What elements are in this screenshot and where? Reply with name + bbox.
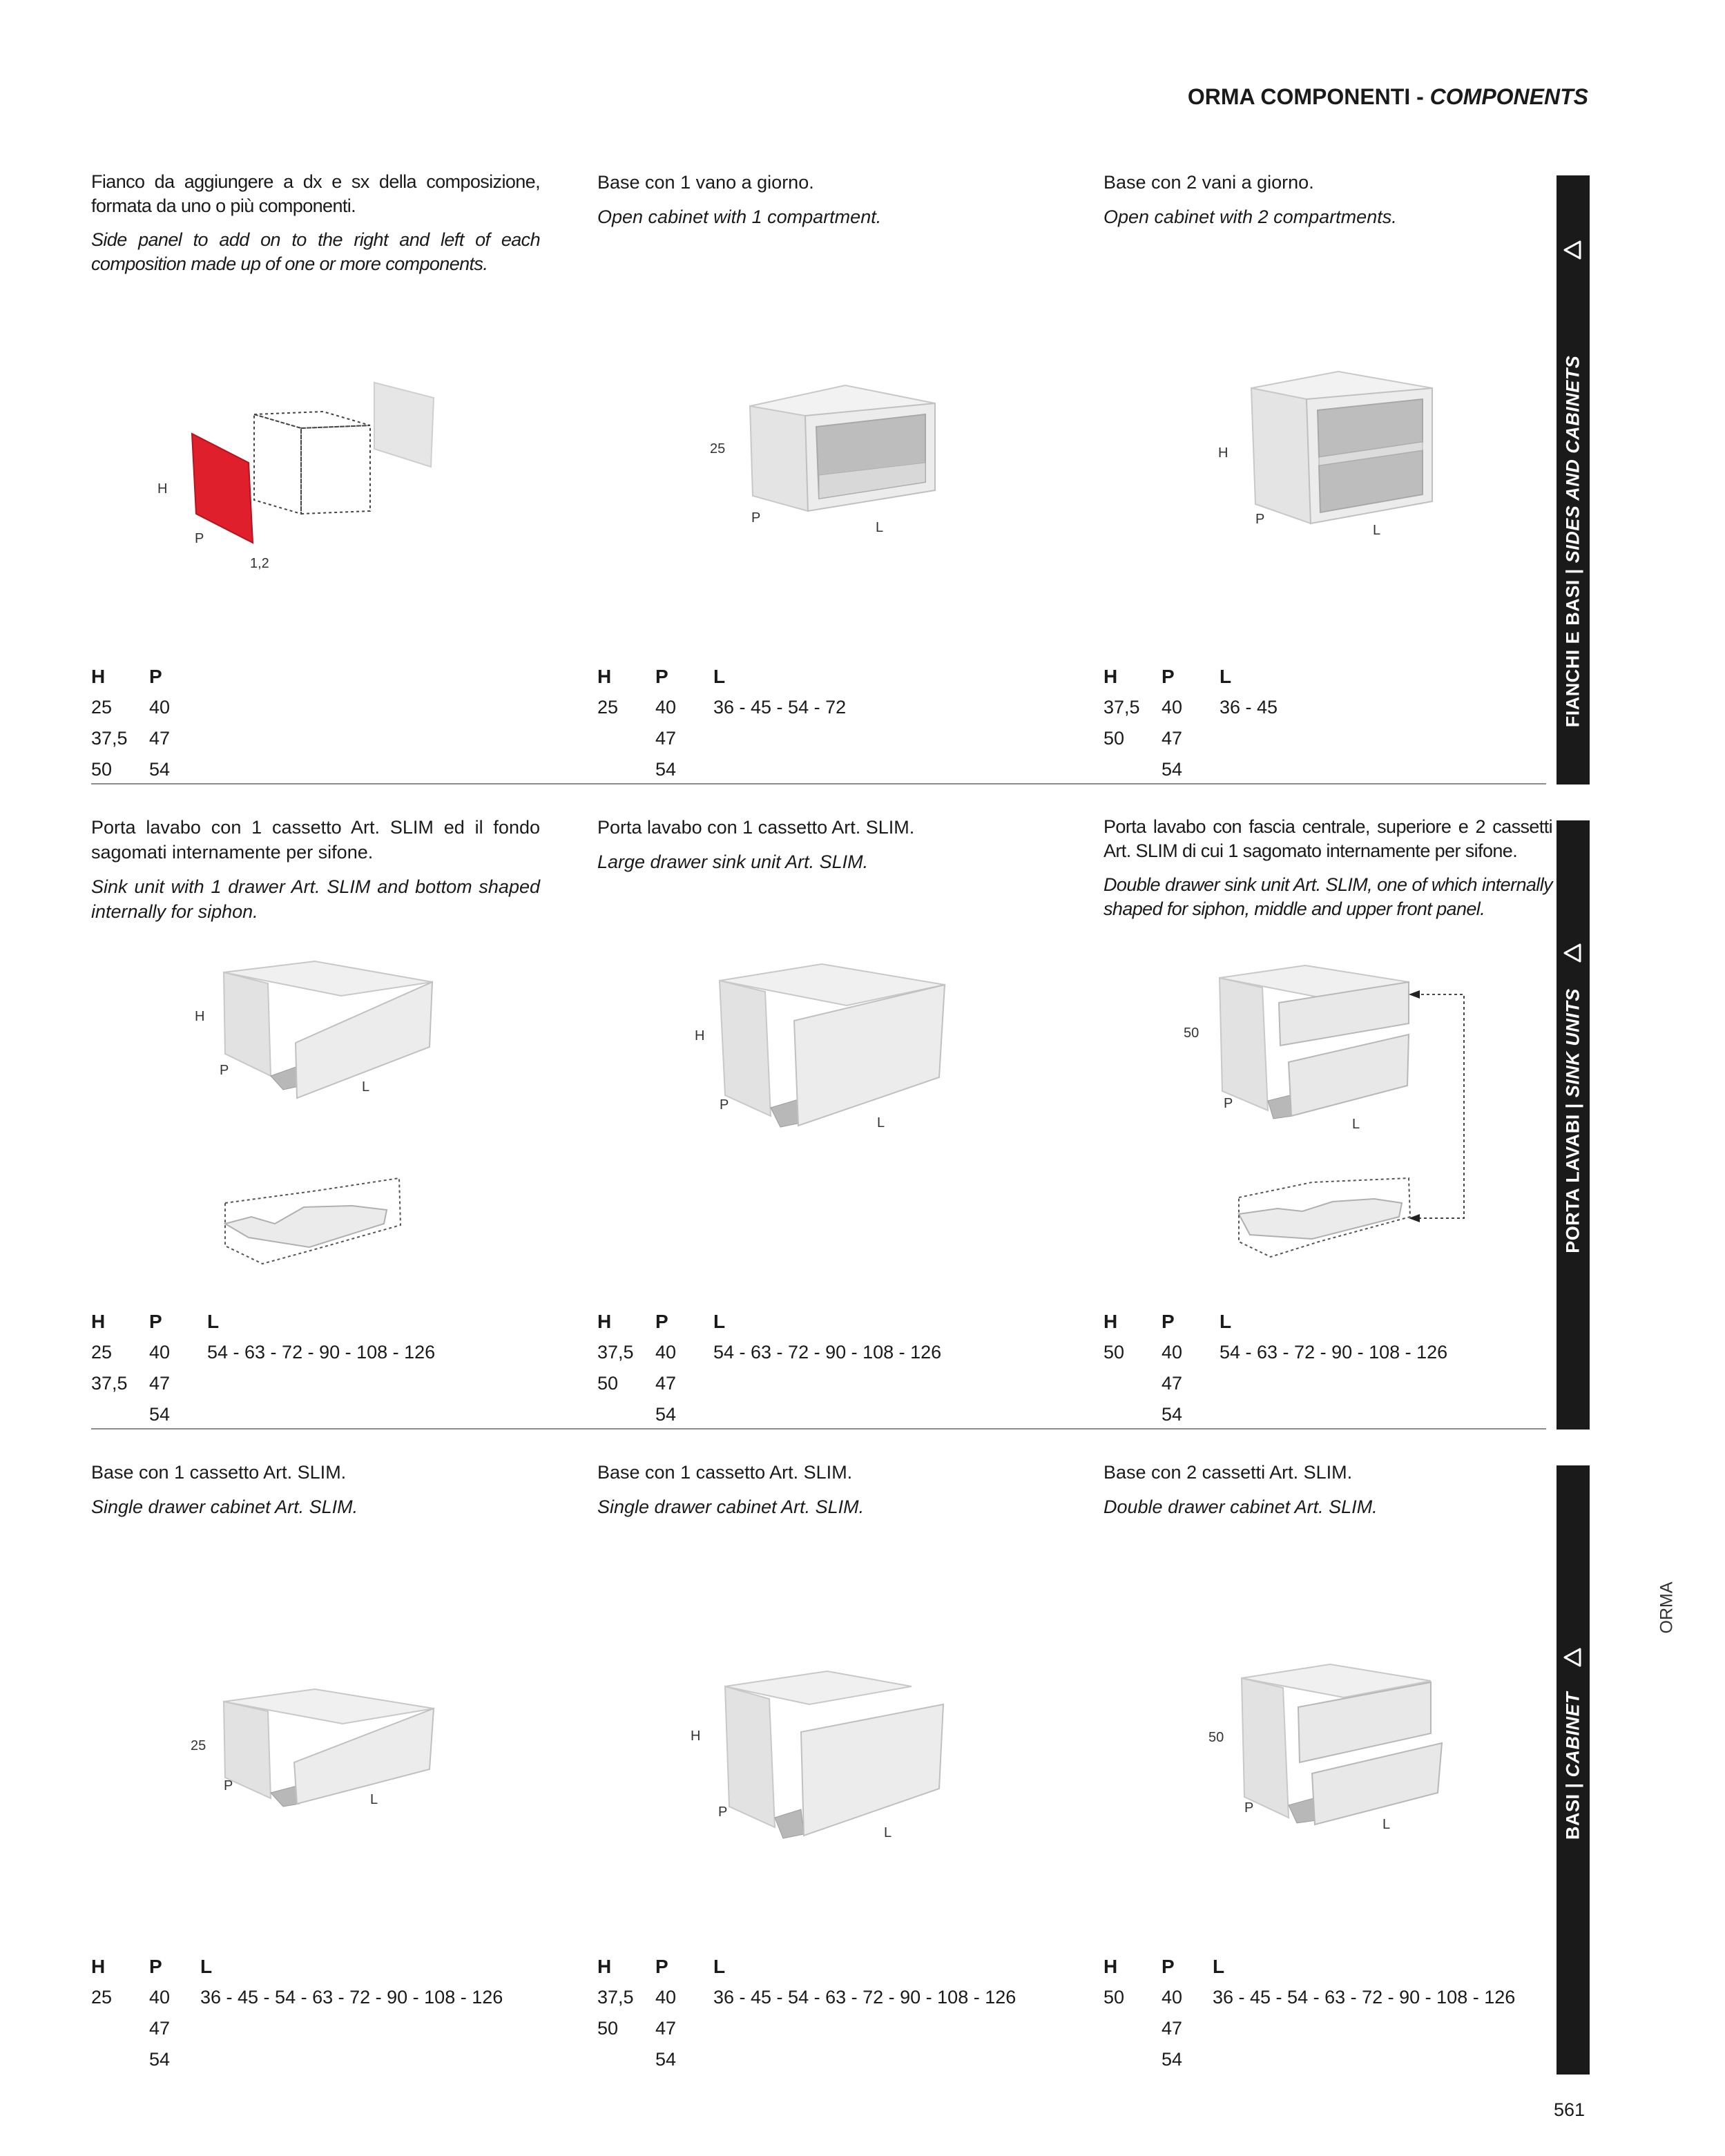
page-number: 561	[1554, 2099, 1586, 2120]
side-tab-label	[1563, 988, 1584, 1253]
cell: 40	[149, 697, 171, 718]
dimension-p: P	[751, 510, 761, 526]
header-title-en: COMPONENTS	[1429, 84, 1588, 109]
item-double-drawer-cabinet	[1104, 1460, 1552, 1519]
cell: 54	[149, 2049, 171, 2070]
dimension-l: L	[1352, 1117, 1360, 1132]
item-sink-unit-slim-siphon	[91, 815, 540, 924]
cell: 50	[91, 759, 113, 780]
cell: 25	[91, 697, 113, 718]
header-l: L	[1220, 1311, 1232, 1332]
open-cabinet-2-drawing	[1202, 366, 1464, 559]
header-l: L	[1213, 1956, 1225, 1977]
dimension-l: L	[1373, 523, 1381, 538]
description-en: Single drawer cabinet Art. SLIM.	[597, 1496, 865, 1517]
cell: 47	[149, 1373, 171, 1394]
header-h: H	[91, 1311, 106, 1332]
cell: 50	[1104, 728, 1125, 749]
dimension-p: P	[224, 1778, 233, 1793]
single-drawer-cabinet-2-drawing	[684, 1664, 960, 1858]
item-side-panel	[91, 170, 540, 276]
description-it: Porta lavabo con fascia centrale, superiore e 2 cassetti Art. SLIM di cui 1 sagomato internamente per sifone.	[1104, 816, 1552, 861]
dimension-thickness: 1,2	[250, 556, 269, 571]
side-tab-sink-units[interactable]	[1557, 820, 1590, 1430]
cell: 47	[149, 2018, 171, 2039]
cell: 25	[597, 697, 619, 718]
header-p: P	[1162, 1311, 1175, 1332]
header-l: L	[207, 1311, 220, 1332]
header-p: P	[149, 1311, 162, 1332]
triangle-outline-icon	[1562, 1646, 1584, 1668]
header-l: L	[200, 1956, 213, 1977]
description-en: Open cabinet with 2 compartments.	[1104, 206, 1397, 227]
header-h: H	[597, 1311, 612, 1332]
cell: 37,5	[91, 1373, 128, 1394]
cell: 54 - 63 - 72 - 90 - 108 - 126	[1220, 1342, 1448, 1363]
page-header	[1188, 84, 1588, 110]
item-double-drawer-sink-unit	[1104, 815, 1552, 921]
side-tab-label-en: SIDES AND CABINETS	[1562, 355, 1583, 564]
dimension-l: L	[362, 1079, 370, 1095]
side-panel-drawing	[138, 373, 456, 580]
header-l: L	[713, 1311, 726, 1332]
header-h: H	[597, 1956, 612, 1977]
description-en: Open cabinet with 1 compartment.	[597, 206, 882, 227]
cell: 37,5	[597, 1342, 634, 1363]
dimension-p: P	[1224, 1096, 1233, 1111]
open-cabinet-1-drawing	[697, 373, 974, 552]
item-large-drawer-sink-unit	[597, 815, 1046, 874]
description-it: Porta lavabo con 1 cassetto Art. SLIM ed il fondo sagomati internamente per sifone.	[91, 817, 540, 863]
double-drawer-cabinet-drawing	[1195, 1657, 1471, 1851]
triangle-outline-icon	[1562, 942, 1584, 964]
description-it: Base con 1 vano a giorno.	[597, 172, 814, 193]
cell: 36 - 45 - 54 - 63 - 72 - 90 - 108 - 126	[1213, 1987, 1516, 2008]
header-p: P	[149, 666, 162, 687]
sink-unit-3-drawing	[1174, 960, 1478, 1291]
cell: 25	[91, 1342, 113, 1363]
dimension-l: L	[1382, 1817, 1391, 1832]
cell: 54	[149, 1404, 171, 1425]
header-p: P	[1162, 666, 1175, 687]
cell: 54	[655, 1404, 677, 1425]
header-p: P	[655, 1956, 668, 1977]
header-p: P	[149, 1956, 162, 1977]
triangle-outline-icon	[1562, 239, 1584, 261]
dimension-l: L	[877, 1115, 885, 1130]
cell: 36 - 45	[1220, 697, 1278, 718]
cell: 37,5	[91, 728, 128, 749]
description-it: Base con 1 cassetto Art. SLIM.	[91, 1462, 347, 1483]
dimension-h: 25	[710, 441, 726, 456]
description-it: Base con 2 vani a giorno.	[1104, 172, 1314, 193]
cell: 37,5	[1104, 697, 1140, 718]
cell: 54	[655, 759, 677, 780]
brand-label: ORMA	[1657, 1581, 1677, 1634]
side-tab-label-en: SINK UNITS	[1562, 988, 1583, 1098]
cell: 50	[1104, 1342, 1125, 1363]
side-tab-cabinet[interactable]	[1557, 1465, 1590, 2075]
side-tab-label-en: CABINET	[1562, 1691, 1583, 1778]
description-en: Single drawer cabinet Art. SLIM.	[91, 1496, 358, 1517]
cell: 40	[1162, 1987, 1183, 2008]
header-l: L	[713, 666, 726, 687]
dimension-h: H	[195, 1009, 205, 1024]
dimension-p: P	[720, 1097, 729, 1113]
sink-unit-1-drawing	[180, 960, 442, 1291]
description-it: Porta lavabo con 1 cassetto Art. SLIM.	[597, 817, 915, 838]
header-h: H	[1104, 1311, 1118, 1332]
cell: 47	[149, 728, 171, 749]
cell: 54	[149, 759, 171, 780]
side-tab-label-it: BASI |	[1562, 1777, 1583, 1840]
dimension-h: H	[691, 1729, 701, 1744]
cell: 25	[91, 1987, 113, 2008]
cell: 54	[655, 2049, 677, 2070]
dimension-p: P	[195, 531, 204, 546]
cell: 54	[1162, 759, 1183, 780]
description-en: Double drawer cabinet Art. SLIM.	[1104, 1496, 1378, 1517]
header-h: H	[1104, 666, 1118, 687]
cell: 37,5	[597, 1987, 634, 2008]
dimension-l: L	[370, 1792, 378, 1807]
dimension-p: P	[220, 1063, 229, 1078]
dimension-h: 50	[1184, 1026, 1199, 1041]
description-en: Large drawer sink unit Art. SLIM.	[597, 851, 869, 872]
dimension-p: P	[718, 1804, 728, 1820]
cell: 50	[597, 1373, 619, 1394]
header-p: P	[1162, 1956, 1175, 1977]
cell: 40	[655, 697, 677, 718]
description-it: Base con 1 cassetto Art. SLIM.	[597, 1462, 853, 1483]
description-en: Side panel to add on to the right and left of each composition made up of one or more components.	[91, 229, 540, 274]
side-tab-label-it: FIANCHI E BASI |	[1562, 563, 1583, 728]
cell: 47	[1162, 1373, 1183, 1394]
row-divider	[91, 783, 1546, 785]
header-l: L	[713, 1956, 726, 1977]
cell: 47	[655, 1373, 677, 1394]
cell: 47	[1162, 728, 1183, 749]
cell: 40	[655, 1987, 677, 2008]
header-h: H	[597, 666, 612, 687]
dimension-h: 50	[1208, 1730, 1224, 1745]
cell: 47	[655, 728, 677, 749]
description-it: Base con 2 cassetti Art. SLIM.	[1104, 1462, 1353, 1483]
header-h: H	[91, 1956, 106, 1977]
side-tab-sides-and-cabinets[interactable]	[1557, 175, 1590, 785]
item-single-drawer-cabinet-large	[597, 1460, 1046, 1519]
dimension-h: H	[695, 1028, 705, 1043]
cell: 50	[1104, 1987, 1125, 2008]
side-tab-label-it: PORTA LAVABI |	[1562, 1097, 1583, 1253]
dimension-h: H	[1218, 445, 1228, 461]
dimension-h: 25	[191, 1738, 206, 1753]
cell: 47	[655, 2018, 677, 2039]
dimension-l: L	[884, 1825, 892, 1840]
item-single-drawer-cabinet-25	[91, 1460, 540, 1519]
dimension-p: P	[1244, 1800, 1254, 1816]
single-drawer-cabinet-1-drawing	[180, 1685, 442, 1823]
header-h: H	[91, 666, 106, 687]
cell: 40	[149, 1987, 171, 2008]
cell: 36 - 45 - 54 - 63 - 72 - 90 - 108 - 126	[200, 1987, 503, 2008]
cell: 40	[1162, 697, 1183, 718]
description-it: Fianco da aggiungere a dx e sx della composizione, formata da uno o più componenti.	[91, 171, 540, 216]
side-tab-label	[1563, 356, 1584, 728]
cell: 54	[1162, 2049, 1183, 2070]
header-p: P	[655, 666, 668, 687]
cell: 36 - 45 - 54 - 72	[713, 697, 847, 718]
header-l: L	[1220, 666, 1232, 687]
item-open-cabinet-1	[597, 170, 1046, 229]
description-en: Double drawer sink unit Art. SLIM, one of which internally shaped for siphon, middle and upper front panel.	[1104, 874, 1552, 919]
header-title: ORMA COMPONENTI -	[1187, 84, 1430, 109]
cell: 54 - 63 - 72 - 90 - 108 - 126	[207, 1342, 436, 1363]
sink-unit-2-drawing	[684, 953, 960, 1146]
cell: 40	[1162, 1342, 1183, 1363]
dimension-l: L	[876, 520, 884, 535]
description-en: Sink unit with 1 drawer Art. SLIM and bottom shaped internally for siphon.	[91, 876, 540, 922]
header-h: H	[1104, 1956, 1118, 1977]
dimension-h: H	[157, 481, 168, 497]
cell: 36 - 45 - 54 - 63 - 72 - 90 - 108 - 126	[713, 1987, 1016, 2008]
item-open-cabinet-2	[1104, 170, 1552, 229]
cell: 50	[597, 2018, 619, 2039]
cell: 54	[1162, 1404, 1183, 1425]
side-tab-label	[1563, 1692, 1584, 1840]
cell: 40	[655, 1342, 677, 1363]
header-p: P	[655, 1311, 668, 1332]
cell: 54 - 63 - 72 - 90 - 108 - 126	[713, 1342, 942, 1363]
cell: 47	[1162, 2018, 1183, 2039]
cell: 40	[149, 1342, 171, 1363]
row-divider	[91, 1428, 1546, 1430]
dimension-p: P	[1255, 512, 1265, 527]
